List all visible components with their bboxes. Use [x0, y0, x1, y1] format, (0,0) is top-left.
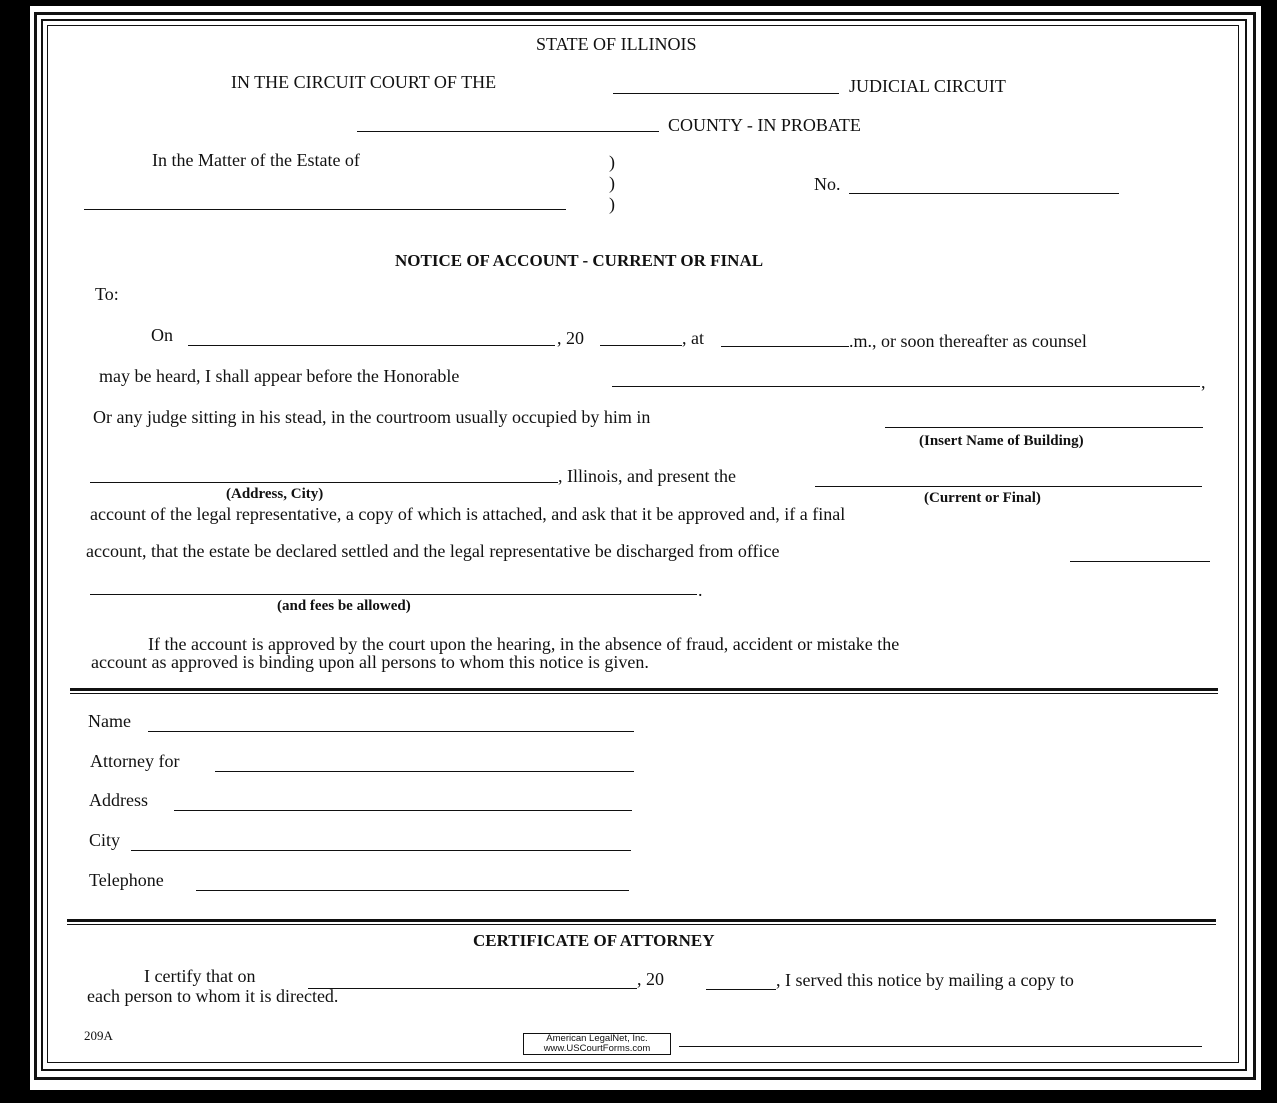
caption-paren-2: )	[609, 173, 615, 193]
publisher-url: www.USCourtForms.com	[543, 1043, 651, 1054]
notice-title: NOTICE OF ACCOUNT - CURRENT OR FINAL	[395, 251, 764, 270]
fees-period: .	[698, 580, 703, 600]
on-label: On	[151, 325, 173, 345]
judicial-circuit-label: JUDICIAL CIRCUIT	[849, 76, 1006, 96]
certificate-title: CERTIFICATE OF ATTORNEY	[473, 931, 715, 950]
attorney-name-label: Name	[88, 711, 131, 731]
account-text-line-1: account of the legal representative, a copy of which is attached, and ask that it be approved and, if a final	[90, 504, 846, 524]
publisher-stamp	[523, 1033, 671, 1055]
hearing-time-blank[interactable]	[721, 346, 849, 347]
scan-edge-right	[1261, 0, 1277, 1103]
courtroom-text: Or any judge sitting in his stead, in the courtroom usually occupied by him in	[93, 407, 651, 427]
scan-edge-left	[0, 0, 30, 1103]
to-label: To:	[95, 284, 119, 304]
year-prefix-label: , 20	[557, 328, 584, 348]
estate-name-blank[interactable]	[84, 209, 566, 210]
attorney-name-blank[interactable]	[148, 731, 634, 732]
scan-edge-top	[0, 0, 1277, 6]
estate-matter-label: In the Matter of the Estate of	[152, 150, 360, 170]
attorney-for-blank[interactable]	[215, 771, 634, 772]
fees-caption: (and fees be allowed)	[277, 598, 411, 614]
telephone-label: Telephone	[89, 870, 164, 890]
at-label: , at	[682, 328, 704, 348]
city-label: City	[89, 830, 121, 850]
address-blank[interactable]	[174, 810, 632, 811]
service-year-blank[interactable]	[706, 989, 776, 990]
section-divider-1	[70, 688, 1218, 694]
city-blank[interactable]	[131, 850, 631, 851]
current-final-blank[interactable]	[815, 486, 1202, 487]
attorney-signature-blank[interactable]	[679, 1046, 1202, 1047]
current-final-caption: (Current or Final)	[924, 490, 1041, 506]
approval-text-line-2: account as approved is binding upon all persons to whom this notice is given.	[91, 652, 649, 672]
address-city-blank[interactable]	[90, 482, 558, 483]
counsel-text: .m., or soon thereafter as counsel	[849, 331, 1087, 351]
address-label: Address	[89, 790, 148, 810]
circuit-court-label: IN THE CIRCUIT COURT OF THE	[231, 72, 497, 92]
hearing-date-blank[interactable]	[188, 345, 555, 346]
telephone-blank[interactable]	[196, 890, 629, 891]
address-city-caption: (Address, City)	[226, 486, 324, 502]
publisher-name: American LegalNet, Inc.	[546, 1033, 648, 1044]
honorable-comma: ,	[1201, 372, 1206, 392]
county-probate-label: COUNTY - IN PROBATE	[668, 115, 861, 135]
county-name-blank[interactable]	[357, 131, 659, 132]
certificate-text-end: , I served this notice by mailing a copy to	[776, 970, 1074, 990]
building-caption: (Insert Name of Building)	[919, 433, 1084, 449]
illinois-present-text: , Illinois, and present the	[558, 466, 736, 486]
section-divider-2	[67, 919, 1216, 925]
attorney-for-label: Attorney for	[90, 751, 180, 771]
state-heading: STATE OF ILLINOIS	[536, 34, 697, 54]
approval-text-line-1: If the account is approved by the court upon the hearing, in the absence of fraud, accident or mistake the	[148, 634, 900, 654]
case-number-label: No.	[814, 174, 841, 194]
judge-name-blank[interactable]	[612, 386, 1200, 387]
service-date-blank[interactable]	[308, 988, 637, 989]
certificate-year-prefix: , 20	[637, 969, 664, 989]
account-text-line-2: account, that the estate be declared settled and the legal representative be discharged from office	[86, 541, 780, 561]
hearing-year-blank[interactable]	[600, 345, 682, 346]
certificate-text-start: I certify that on	[144, 966, 256, 986]
scan-edge-bottom	[0, 1090, 1277, 1103]
honorable-text: may be heard, I shall appear before the Honorable	[99, 366, 460, 386]
case-number-blank[interactable]	[849, 193, 1119, 194]
discharge-blank-2[interactable]	[90, 594, 697, 595]
caption-paren-1: )	[609, 152, 615, 172]
building-name-blank[interactable]	[885, 427, 1203, 428]
certificate-text-line-2: each person to whom it is directed.	[87, 986, 339, 1006]
discharge-blank-1[interactable]	[1070, 561, 1210, 562]
form-number: 209A	[84, 1028, 113, 1043]
circuit-number-blank[interactable]	[613, 93, 839, 94]
caption-paren-3: )	[609, 194, 615, 214]
